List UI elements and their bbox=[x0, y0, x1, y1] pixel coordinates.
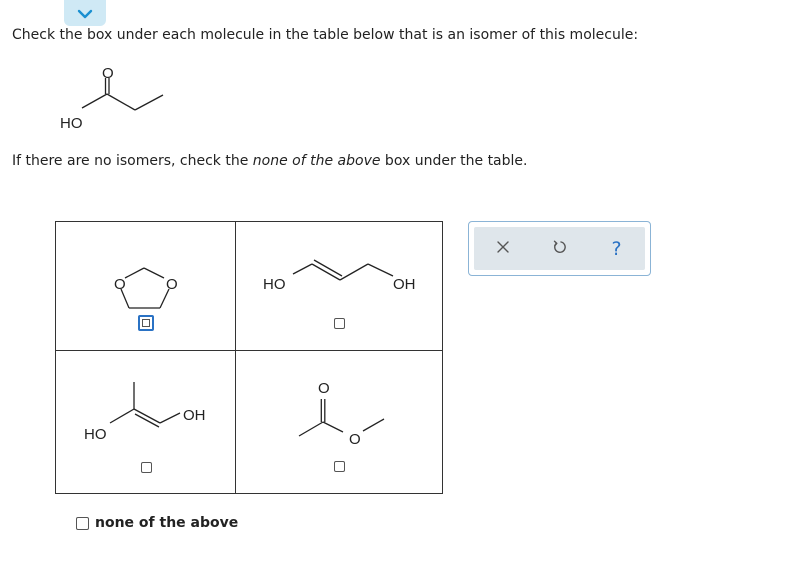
molecule-4 bbox=[291, 369, 401, 449]
option-cell-4 bbox=[236, 351, 442, 493]
help-icon: ? bbox=[611, 237, 622, 260]
atom-oh: OH bbox=[393, 276, 416, 293]
atom-oh: OH bbox=[183, 407, 206, 424]
atom-o-ester: O bbox=[349, 431, 361, 448]
atom-ho: HO bbox=[60, 115, 83, 132]
atom-o-right: O bbox=[166, 276, 178, 293]
no-isomer-instruction: If there are no isomers, check the none of the above box under the table. bbox=[12, 153, 528, 169]
reference-molecule bbox=[50, 60, 180, 144]
option-3-checkbox[interactable] bbox=[141, 462, 152, 473]
none-of-the-above-checkbox[interactable] bbox=[76, 517, 89, 530]
none-of-the-above-label: none of the above bbox=[95, 515, 239, 531]
none-of-the-above-emphasis: none of the above bbox=[252, 153, 381, 169]
option-2-checkbox[interactable] bbox=[334, 318, 345, 329]
question-prompt: Check the box under each molecule in the table below that is an isomer of this molecule: bbox=[12, 27, 639, 43]
toolbar-button-group bbox=[474, 227, 645, 270]
option-cell-2 bbox=[236, 222, 442, 351]
chevron-down-icon bbox=[77, 4, 93, 23]
atom-ho: HO bbox=[84, 426, 107, 443]
none-of-the-above-option[interactable] bbox=[76, 515, 238, 531]
molecule-table bbox=[55, 221, 443, 494]
answer-toolbar bbox=[468, 221, 651, 276]
option-cell-1 bbox=[56, 222, 236, 351]
undo-icon bbox=[552, 239, 568, 259]
clear-button[interactable] bbox=[488, 234, 518, 264]
collapse-tab[interactable] bbox=[64, 0, 106, 26]
help-button[interactable] bbox=[602, 234, 632, 264]
atom-o: O bbox=[102, 65, 114, 82]
atom-o-left: O bbox=[114, 276, 126, 293]
option-1-checkbox[interactable] bbox=[138, 315, 154, 331]
molecule-1 bbox=[96, 242, 196, 312]
atom-ho: HO bbox=[263, 276, 286, 293]
undo-button[interactable] bbox=[545, 234, 575, 264]
molecule-3 bbox=[80, 375, 220, 450]
atom-o-carbonyl: O bbox=[318, 380, 330, 397]
molecule-2 bbox=[260, 250, 430, 300]
close-icon bbox=[496, 239, 510, 258]
option-cell-3 bbox=[56, 351, 236, 493]
option-4-checkbox[interactable] bbox=[334, 461, 345, 472]
